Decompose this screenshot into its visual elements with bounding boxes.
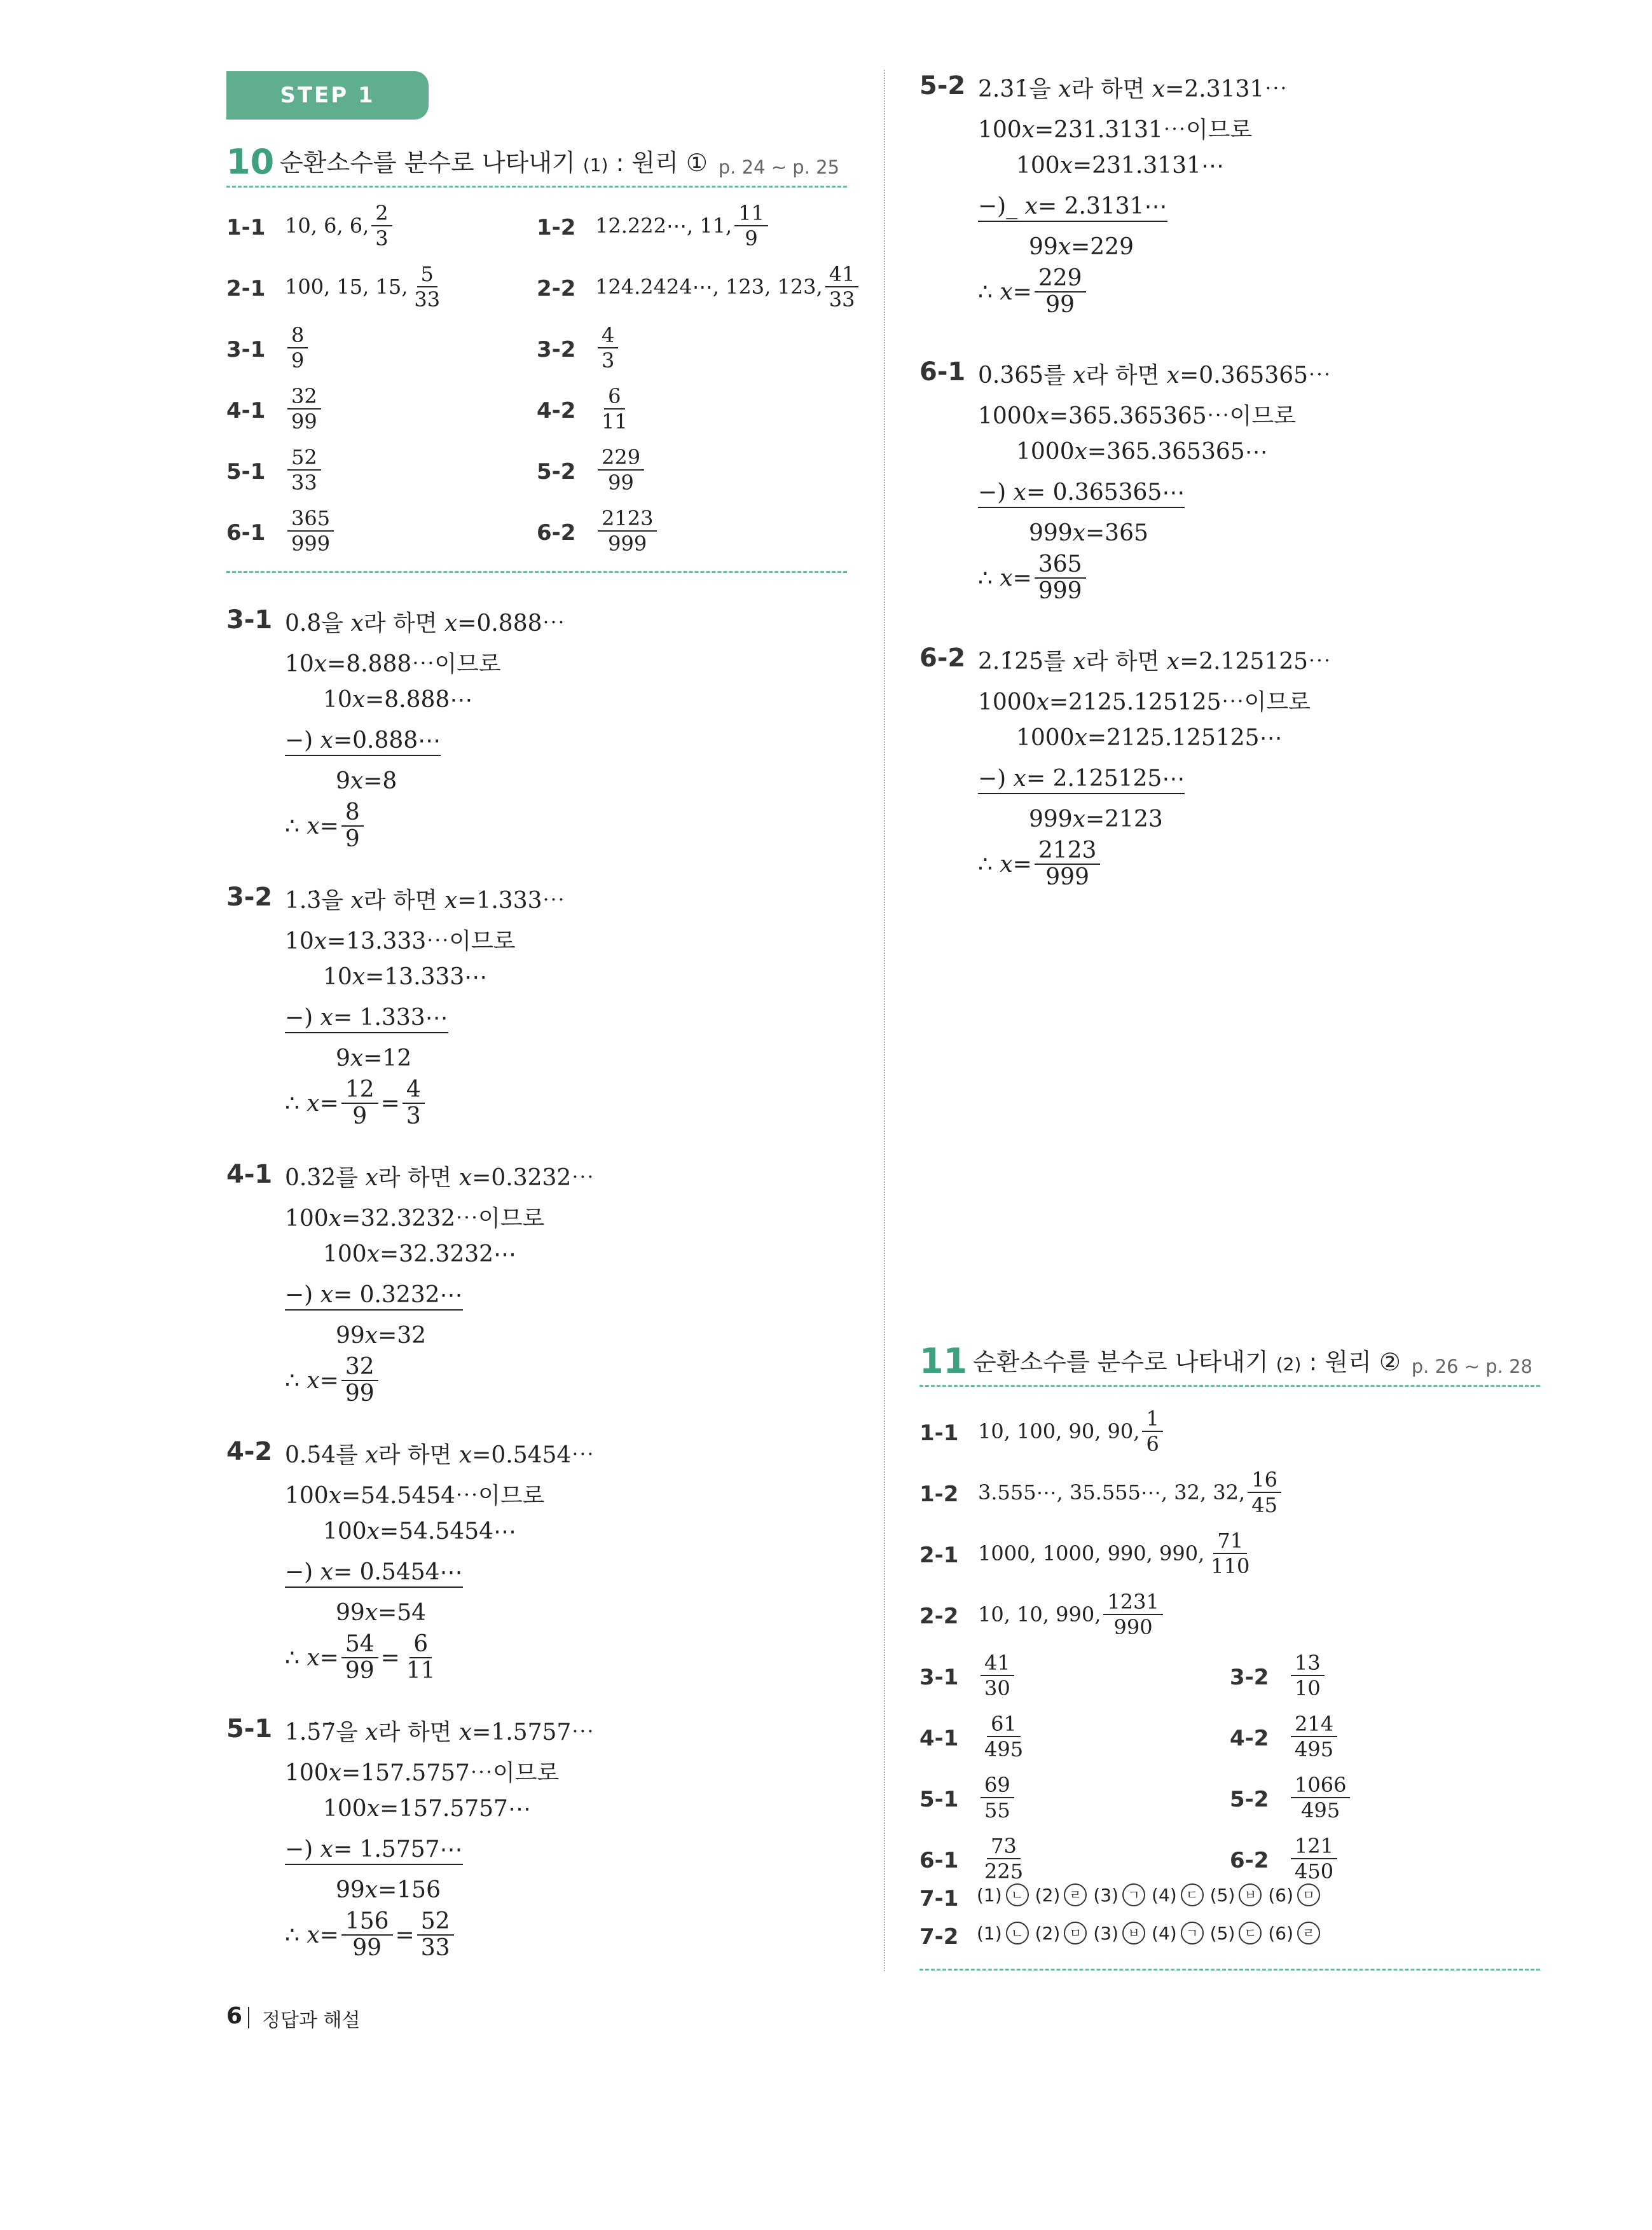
denominator: 225: [984, 1859, 1024, 1883]
denominator: 33: [291, 471, 317, 495]
solution-label: 4-2: [226, 1437, 273, 1466]
footer-text: 정답과 해설: [262, 2009, 361, 2032]
answer: [978, 1529, 1256, 1578]
denominator: 99: [345, 1658, 375, 1684]
section-pages: p. 26 ~ p. 28: [1411, 1356, 1532, 1377]
fraction: [341, 1909, 393, 1961]
footer-divider: [248, 2007, 249, 2028]
page-number: 6: [226, 2003, 243, 2029]
answer: [978, 1407, 1166, 1456]
denominator: 9: [345, 826, 360, 852]
problem-label: 4-2: [1230, 1726, 1269, 1751]
solution-line: 0.5̇4̇를 𝑥라 하면 𝑥=0.5454⋯: [285, 1442, 595, 1468]
fraction: [1103, 1590, 1162, 1639]
denominator: 999: [1038, 578, 1082, 604]
subtraction-line: −)_ 𝑥= 2.3131⋯: [978, 193, 1167, 222]
problem-label: 1-2: [919, 1482, 959, 1507]
solution-line: 10𝑥=8.888⋯이므로: [285, 651, 501, 677]
denominator: 55: [984, 1798, 1010, 1822]
choice-number: (3): [1093, 1884, 1119, 1906]
choice-number: (6): [1268, 1922, 1294, 1944]
fraction: [1291, 1773, 1350, 1822]
numerator: 229: [1035, 266, 1086, 293]
choice-number: (3): [1093, 1922, 1119, 1944]
equals-sign: =: [380, 1644, 400, 1671]
choice-symbol: ㄴ: [1006, 1883, 1029, 1906]
answer: [978, 1773, 1017, 1822]
solution-label: 5-2: [919, 71, 966, 100]
equals-sign: =: [395, 1922, 415, 1948]
numerator: 69: [981, 1773, 1014, 1798]
fraction: [403, 1632, 439, 1684]
problem-label: 3-2: [1230, 1665, 1269, 1690]
numerator: 1066: [1291, 1773, 1350, 1798]
answer: [978, 1834, 1029, 1883]
denominator: 9: [352, 1103, 368, 1129]
fraction: [341, 1077, 378, 1129]
answer: [285, 201, 395, 251]
numerator: 61: [987, 1712, 1021, 1737]
problem-label: 2-2: [537, 276, 576, 301]
numerator: 8: [341, 800, 364, 827]
solution-answer: [978, 266, 1089, 318]
choice-symbol: ㄹ: [1297, 1922, 1320, 1944]
answer-text: 10, 100, 90, 90,: [978, 1419, 1140, 1443]
therefore-text: ∴ 𝑥=: [285, 1644, 339, 1671]
problem-label: 2-2: [919, 1604, 959, 1629]
therefore-text: ∴ 𝑥=: [978, 565, 1032, 591]
answer-choices-7-2: [977, 1922, 1326, 1944]
answer-text: 3.555⋯, 35.555⋯, 32, 32,: [978, 1480, 1246, 1504]
choice-symbol: ㄱ: [1122, 1883, 1145, 1906]
choice-symbol: ㅂ: [1122, 1922, 1145, 1944]
numerator: 214: [1291, 1712, 1337, 1737]
numerator: 2123: [1035, 838, 1101, 865]
solution-line: 2.3̇1̇을 𝑥라 하면 𝑥=2.3131⋯: [978, 76, 1288, 102]
fraction: [287, 445, 321, 495]
numerator: 2123: [598, 506, 657, 532]
numerator: 71: [1213, 1529, 1247, 1554]
solution-line: 100𝑥=157.5757⋯이므로: [285, 1760, 560, 1786]
denominator: 99: [352, 1935, 382, 1961]
solution-label: 3-1: [226, 605, 273, 635]
denominator: 3: [602, 348, 615, 373]
numerator: 52: [417, 1909, 454, 1936]
numerator: 11: [734, 201, 768, 226]
problem-label: 2-1: [919, 1543, 959, 1568]
fraction: [1207, 1529, 1253, 1578]
choice-number: (2): [1035, 1922, 1061, 1944]
numerator: 12: [341, 1077, 378, 1104]
section-number: 11: [919, 1341, 968, 1381]
fraction: [1142, 1407, 1162, 1456]
problem-label: 5-1: [226, 459, 266, 485]
fraction: [287, 384, 321, 434]
answer: [595, 506, 659, 556]
denominator: 30: [984, 1676, 1010, 1700]
solution-answer: [978, 838, 1103, 890]
solution-line: 1.5̇7̇을 𝑥라 하면 𝑥=1.5757⋯: [285, 1719, 595, 1745]
answer: [285, 384, 324, 434]
therefore-text: ∴ 𝑥=: [285, 1367, 339, 1394]
subtraction-line: −) 𝑥= 0.3232⋯: [285, 1282, 463, 1311]
denominator: 11: [602, 410, 628, 434]
section-title: 순환소수를 분수로 나타내기 (1) : 원리 ①: [280, 149, 708, 177]
numerator: 73: [987, 1834, 1021, 1859]
denominator: 450: [1295, 1859, 1334, 1883]
fraction: [825, 262, 859, 312]
solution-line: 1000𝑥=2125.125125⋯: [1016, 725, 1283, 751]
problem-label: 2-1: [226, 276, 266, 301]
fraction: [734, 201, 768, 251]
problem-label: 6-1: [919, 1848, 959, 1873]
column-divider: [884, 70, 885, 1971]
subtraction-line: −) 𝑥=0.888⋯: [285, 727, 441, 756]
fraction: [287, 506, 334, 556]
numerator: 4: [403, 1077, 425, 1104]
denominator: 45: [1251, 1493, 1277, 1517]
problem-label: 5-2: [1230, 1787, 1269, 1812]
choice-number: (2): [1035, 1884, 1061, 1906]
answer-text: 124.2424⋯, 123, 123,: [595, 275, 823, 299]
answer-text: 1000, 1000, 990, 990,: [978, 1541, 1205, 1566]
fraction: [1291, 1834, 1337, 1883]
denominator: 495: [1295, 1737, 1334, 1761]
fraction: [403, 1077, 425, 1129]
denominator: 9: [291, 348, 305, 373]
numerator: 41: [981, 1651, 1014, 1676]
numerator: 121: [1291, 1834, 1337, 1859]
answer-text: 10, 10, 990,: [978, 1602, 1101, 1627]
solution-line: 999𝑥=2123: [1029, 806, 1163, 832]
solution-line: 99𝑥=229: [1029, 234, 1134, 260]
denominator: 99: [1045, 292, 1075, 318]
numerator: 365: [287, 506, 334, 532]
answer-text: 10, 6, 6,: [285, 214, 369, 238]
numerator: 156: [341, 1909, 393, 1936]
answer: [978, 1468, 1284, 1517]
problem-label: 3-1: [919, 1665, 959, 1690]
numerator: 229: [598, 445, 644, 471]
solution-line: 10𝑥=13.333⋯이므로: [285, 928, 516, 954]
fraction: [341, 1632, 378, 1684]
choice-symbol: ㄷ: [1181, 1883, 1204, 1906]
step-badge: STEP 1: [226, 71, 429, 120]
choice-symbol: ㅁ: [1064, 1922, 1087, 1944]
fraction: [598, 506, 657, 556]
therefore-text: ∴ 𝑥=: [978, 279, 1032, 305]
problem-label: 7-2: [919, 1924, 959, 1950]
choice-symbol: ㄱ: [1181, 1922, 1204, 1944]
denominator: 10: [1295, 1676, 1321, 1700]
problem-label: 4-1: [919, 1726, 959, 1751]
solution-line: 9𝑥=8: [336, 768, 397, 794]
fraction: [287, 323, 308, 373]
solution-line: 2.1̇25̇를 𝑥라 하면 𝑥=2.125125⋯: [978, 649, 1332, 675]
solution-label: 5-1: [226, 1714, 273, 1744]
problem-label: 4-2: [537, 398, 576, 423]
denominator: 999: [1045, 864, 1089, 890]
section-pages: p. 24 ~ p. 25: [718, 156, 839, 178]
solution-line: 0.8̇을 𝑥라 하면 𝑥=0.888⋯: [285, 610, 565, 637]
answer: [595, 262, 861, 312]
fraction: [981, 1712, 1027, 1761]
problem-label: 4-1: [226, 398, 266, 423]
fraction: [981, 1651, 1014, 1700]
denominator: 33: [829, 287, 855, 312]
equals-sign: =: [380, 1090, 400, 1117]
fraction: [341, 800, 364, 852]
section-11-header: [919, 1340, 1540, 1387]
solution-line: 100𝑥=32.3232⋯이므로: [285, 1206, 545, 1232]
numerator: 32: [287, 384, 321, 410]
choice-symbol: ㄴ: [1006, 1922, 1029, 1944]
fraction: [417, 1909, 454, 1961]
answer: [978, 1651, 1017, 1700]
fraction: [598, 445, 644, 495]
solution-line: 100𝑥=54.5454⋯: [323, 1518, 517, 1545]
choice-number: (4): [1152, 1922, 1177, 1944]
answer: [285, 262, 446, 312]
solution-answer: [285, 1354, 381, 1407]
problem-label: 7-1: [919, 1886, 959, 1911]
answer: [978, 1590, 1166, 1639]
therefore-text: ∴ 𝑥=: [978, 851, 1032, 878]
therefore-text: ∴ 𝑥=: [285, 813, 339, 839]
fraction: [1035, 552, 1086, 604]
solution-line: 100𝑥=231.3131⋯이므로: [978, 117, 1253, 143]
solution-line: 0.3̇65̇를 𝑥라 하면 𝑥=0.365365⋯: [978, 362, 1332, 389]
denominator: 495: [1301, 1798, 1340, 1822]
answer: [285, 506, 336, 556]
solution-label: 4-1: [226, 1160, 273, 1189]
fraction: [1291, 1712, 1337, 1761]
choice-symbol: ㄹ: [1064, 1883, 1087, 1906]
fraction: [1035, 838, 1101, 890]
denominator: 99: [608, 471, 634, 495]
numerator: 54: [341, 1632, 378, 1658]
denominator: 495: [984, 1737, 1024, 1761]
solution-line: 1000𝑥=365.365365⋯이므로: [978, 403, 1296, 429]
denominator: 990: [1113, 1615, 1153, 1639]
numerator: 1231: [1103, 1590, 1162, 1615]
problem-label: 3-2: [537, 337, 576, 362]
problem-label: 6-2: [537, 520, 576, 546]
therefore-text: ∴ 𝑥=: [285, 1090, 339, 1117]
answer-text: 100, 15, 15,: [285, 275, 408, 299]
answer-choices-7-1: [977, 1883, 1326, 1906]
problem-label: 6-1: [226, 520, 266, 546]
divider: [919, 1969, 1540, 1971]
denominator: 33: [414, 287, 441, 312]
denominator: 9: [745, 226, 758, 251]
answer: [595, 445, 647, 495]
numerator: 2: [371, 201, 392, 226]
section-number: 10: [226, 142, 275, 182]
solution-line: 1.3̇을 𝑥라 하면 𝑥=1.333⋯: [285, 888, 565, 914]
fraction: [1291, 1651, 1325, 1700]
section-title: 순환소수를 분수로 나타내기 (2) : 원리 ②: [973, 1348, 1401, 1376]
answer: [1288, 1773, 1353, 1822]
denominator: 110: [1211, 1554, 1250, 1578]
numerator: 52: [287, 445, 321, 471]
numerator: 4: [598, 323, 618, 348]
solution-answer: [285, 800, 366, 852]
solution-answer: [285, 1632, 442, 1684]
denominator: 11: [406, 1658, 436, 1684]
problem-label: 5-2: [537, 459, 576, 485]
denominator: 3: [406, 1103, 421, 1129]
fraction: [410, 262, 444, 312]
solution-answer: [285, 1077, 427, 1129]
solution-line: 100𝑥=231.3131⋯: [1016, 153, 1224, 179]
answer: [1288, 1834, 1340, 1883]
problem-label: 6-2: [1230, 1848, 1269, 1873]
subtraction-line: −) 𝑥= 1.333⋯: [285, 1005, 448, 1033]
section-10-header: [226, 141, 847, 188]
answer: [1288, 1651, 1327, 1700]
solution-label: 3-2: [226, 883, 273, 912]
numerator: 6: [410, 1632, 432, 1658]
solution-answer: [978, 552, 1089, 604]
numerator: 1: [1142, 1407, 1162, 1432]
denominator: 99: [291, 410, 317, 434]
fraction: [1035, 266, 1086, 318]
solution-line: 99𝑥=32: [336, 1323, 427, 1349]
solution-line: 10𝑥=8.888⋯: [323, 687, 473, 713]
problem-label: 1-1: [226, 215, 266, 240]
solution-line: 999𝑥=365: [1029, 520, 1148, 546]
problem-label: 1-1: [919, 1421, 959, 1446]
choice-number: (1): [977, 1922, 1002, 1944]
subtraction-line: −) 𝑥= 0.365365⋯: [978, 479, 1185, 508]
subtraction-line: −) 𝑥= 2.125125⋯: [978, 766, 1185, 794]
fraction: [341, 1354, 378, 1407]
answer: [978, 1712, 1029, 1761]
answer-text: 12.222⋯, 11,: [595, 214, 733, 238]
numerator: 13: [1291, 1651, 1325, 1676]
solution-line: 9𝑥=12: [336, 1045, 412, 1071]
choice-symbol: ㄷ: [1239, 1922, 1262, 1944]
fraction: [981, 1834, 1027, 1883]
subtraction-line: −) 𝑥= 0.5454⋯: [285, 1559, 463, 1588]
fraction: [598, 384, 631, 434]
answer: [595, 201, 771, 251]
solution-label: 6-1: [919, 357, 966, 387]
denominator: 999: [608, 532, 647, 556]
numerator: 365: [1035, 552, 1086, 579]
solution-line: 1000𝑥=2125.125125⋯이므로: [978, 689, 1311, 715]
choice-symbol: ㅁ: [1297, 1883, 1320, 1906]
numerator: 16: [1248, 1468, 1281, 1493]
choice-symbol: ㅂ: [1239, 1883, 1262, 1906]
choice-number: (6): [1268, 1884, 1294, 1906]
numerator: 8: [287, 323, 308, 348]
numerator: 32: [341, 1354, 378, 1381]
fraction: [981, 1773, 1014, 1822]
fraction: [1248, 1468, 1281, 1517]
numerator: 5: [417, 262, 437, 287]
problem-label: 3-1: [226, 337, 266, 362]
answer: [285, 445, 324, 495]
denominator: 999: [291, 532, 331, 556]
numerator: 41: [825, 262, 859, 287]
answer: [285, 323, 310, 373]
choice-number: (5): [1209, 1884, 1236, 1906]
denominator: 3: [375, 226, 389, 251]
fraction: [371, 201, 392, 251]
answer: [595, 384, 634, 434]
answer: [595, 323, 621, 373]
denominator: 99: [345, 1380, 375, 1407]
subtraction-line: −) 𝑥= 1.5757⋯: [285, 1836, 463, 1865]
fraction: [598, 323, 618, 373]
answer: [1288, 1712, 1340, 1761]
solution-line: 0.3̇2̇를 𝑥라 하면 𝑥=0.3232⋯: [285, 1165, 595, 1191]
solution-line: 99𝑥=156: [336, 1877, 441, 1903]
solution-line: 1000𝑥=365.365365⋯: [1016, 439, 1268, 465]
solution-line: 10𝑥=13.333⋯: [323, 964, 488, 990]
solution-line: 99𝑥=54: [336, 1600, 427, 1626]
numerator: 6: [604, 384, 624, 410]
solution-line: 100𝑥=32.3232⋯: [323, 1241, 517, 1267]
solution-label: 6-2: [919, 644, 966, 673]
problem-label: 1-2: [537, 215, 576, 240]
solution-line: 100𝑥=157.5757⋯: [323, 1796, 531, 1822]
denominator: 6: [1146, 1432, 1159, 1456]
therefore-text: ∴ 𝑥=: [285, 1922, 339, 1948]
denominator: 33: [420, 1935, 450, 1961]
problem-label: 5-1: [919, 1787, 959, 1812]
choice-number: (1): [977, 1884, 1002, 1906]
solution-answer: [285, 1909, 457, 1961]
solution-line: 100𝑥=54.5454⋯이므로: [285, 1483, 545, 1509]
choice-number: (4): [1152, 1884, 1177, 1906]
choice-number: (5): [1209, 1922, 1236, 1944]
divider: [226, 571, 847, 573]
